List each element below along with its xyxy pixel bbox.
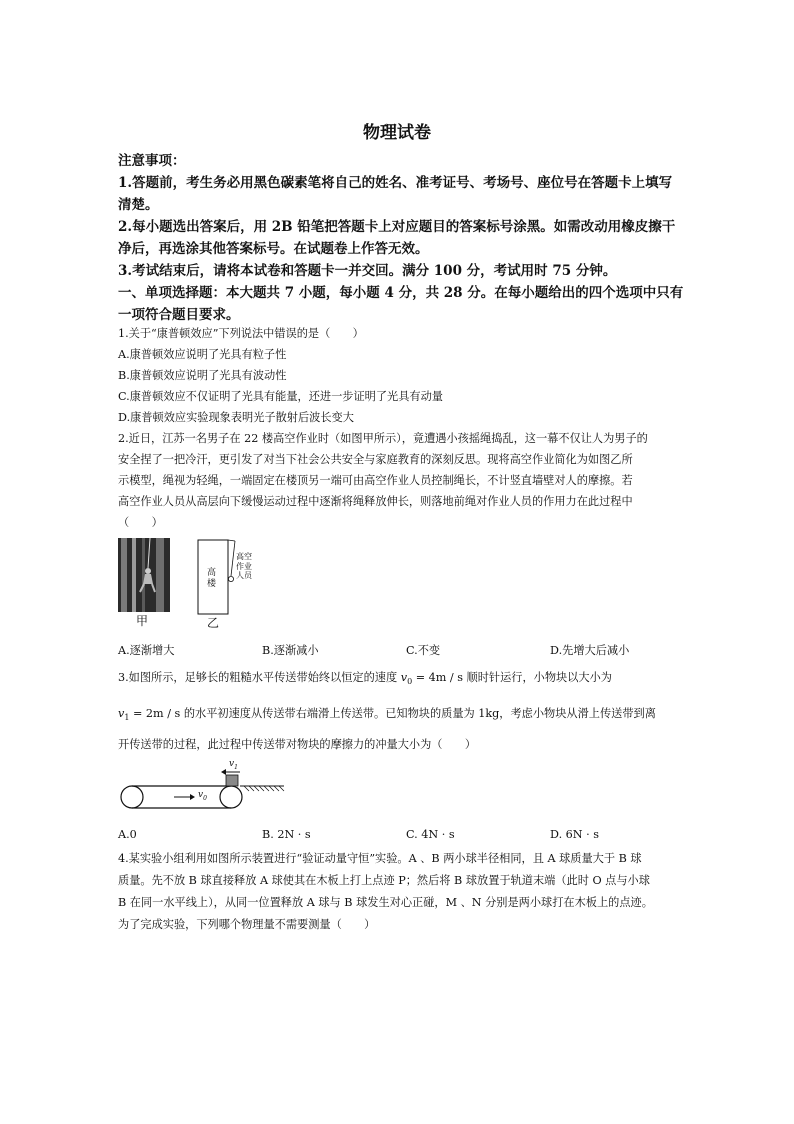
q2-building-label	[207, 568, 216, 590]
q3-fig-v0-symbol: v	[198, 790, 204, 800]
q3-fig-v0-label	[198, 790, 207, 802]
q2-option-c: C.不变	[406, 644, 441, 657]
q3-line-1-start: 3.如图所示，足够长的粗糙水平传送带始终以恒定的速度	[118, 671, 401, 684]
q1-option-b: B.康普顿效应说明了光具有波动性	[118, 369, 287, 382]
q4-line-2: 质量。先不放 B 球直接释放 A 球使其在木板上打上点迹 P；然后将 B 球放置于轨道末端（此时 O 点与小球	[118, 874, 650, 887]
section1-line-1: 一、单项选择题：本大题共 7 小题，每小题 4 分，共 28 分。在每小题给出的四个选项中只有	[118, 285, 684, 301]
q3-option-a: A.0	[118, 828, 137, 841]
page-title: 物理试卷	[363, 123, 431, 143]
q2-line-4: 高空作业人员从高层向下缓慢运动过程中逐渐将绳释放伸长，则落地前绳对作业人员的作用力在此过程中	[118, 495, 633, 508]
q2-fig-label-yi: 乙	[207, 616, 220, 630]
notice-heading: 注意事项：	[118, 153, 186, 169]
notice-line-1b: 清楚。	[118, 197, 159, 213]
q3-conveyor-diagram	[118, 757, 288, 817]
q1-option-a: A.康普顿效应说明了光具有粒子性	[118, 348, 287, 361]
q2-line-3: 示模型，绳视为轻绳，一端固定在楼顶另一端可由高空作业人员控制绳长，不计竖直墙壁对人的摩擦。若	[118, 474, 633, 487]
notice-line-2a: 2.每小题选出答案后，用 2B 铅笔把答题卡上对应题目的答案标号涂黑。如需改动用橡皮擦干	[118, 219, 676, 235]
q2-diagram-yi	[195, 536, 265, 618]
section1-line-2: 一项符合题目要求。	[118, 307, 240, 323]
q3-line-2	[118, 705, 656, 722]
q3-v0-subscript: 0	[407, 677, 413, 687]
q3-fig-v1-symbol: v	[229, 759, 235, 769]
q2-building-char-2: 楼	[207, 579, 217, 589]
notice-line-2b: 净后，再选涂其他答案标号。在试题卷上作答无效。	[118, 241, 429, 257]
q3-v0-symbol: v	[400, 671, 408, 684]
q3-line-1-end: = 4m / s 顺时针运行，小物块以大小为	[412, 671, 612, 684]
q3-option-b: B. 2N · s	[262, 828, 311, 841]
q2-line-1: 2.近日，江苏一名男子在 22 楼高空作业时（如图甲所示），竟遭遇小孩摇绳捣乱，这一幕不仅让人为男子的	[118, 432, 648, 445]
q4-line-4: 为了完成实验，下列哪个物理量不需要测量（ ）	[118, 918, 376, 931]
q2-line-2: 安全捏了一把冷汗，更引发了对当下社会公共安全与家庭教育的深刻反思。现将高空作业简化为如图乙所	[118, 453, 633, 466]
q3-fig-v1-subscript: 1	[234, 763, 238, 771]
notice-line-3: 3.考试结束后，请将本试卷和答题卡一并交回。满分 100 分，考试用时 75 分钟。	[118, 263, 617, 279]
q4-line-1: 4.某实验小组利用如图所示装置进行“验证动量守恒”实验。A 、B 两小球半径相同，且 A 球质量大于 B 球	[118, 852, 642, 865]
q1-option-d: D.康普顿效应实验现象表明光子散射后波长变大	[118, 411, 354, 424]
q2-building-char-1: 高	[207, 568, 217, 578]
q3-fig-v1-label	[229, 759, 238, 771]
q3-v1-symbol: v	[118, 707, 125, 720]
q2-line-5: （ ）	[118, 516, 163, 529]
notice-line-1a: 1.答题前，考生务必用黑色碳素笔将自己的姓名、准考证号、考场号、座位号在答题卡上填写	[118, 175, 673, 191]
q4-line-3: B 在同一水平线上），从同一位置释放 A 球与 B 球发生对心正碰，M 、N 分别是两小球打在木板上的点迹。	[118, 896, 653, 909]
q3-line-1	[118, 669, 612, 686]
q3-fig-v0-subscript: 0	[203, 794, 207, 802]
q2-worker-char-4: 业	[244, 561, 252, 571]
q3-line-3: 开传送带的过程，此过程中传送带对物块的摩擦力的冲量大小为（ ）	[118, 738, 477, 751]
q1-option-c: C.康普顿效应不仅证明了光具有能量，还进一步证明了光具有动量	[118, 390, 443, 403]
q3-line-2-end: = 2m / s 的水平初速度从传送带右端滑上传送带。已知物块的质量为 1kg，考虑小物块从滑上传送带到离	[129, 707, 656, 720]
q2-photo-jia	[118, 538, 170, 612]
q2-worker-char-2: 空	[244, 552, 252, 561]
q2-option-b: B.逐渐减小	[262, 644, 319, 657]
q1-stem: 1.关于“康普顿效应”下列说法中错误的是（ ）	[118, 327, 364, 340]
q2-option-d: D.先增大后减小	[550, 644, 630, 657]
q2-worker-char-1: 高	[236, 552, 244, 561]
q2-worker-char-6: 员	[244, 571, 252, 580]
q2-worker-char-5: 人	[236, 571, 244, 580]
q3-v1-subscript: 1	[124, 713, 130, 723]
q2-worker-label	[236, 552, 252, 581]
q2-option-a: A.逐渐增大	[118, 644, 175, 657]
q2-fig-label-jia: 甲	[136, 614, 149, 628]
q3-option-c: C. 4N · s	[406, 828, 455, 841]
q2-worker-char-3: 作	[236, 561, 244, 571]
q3-option-d: D. 6N · s	[550, 828, 599, 841]
